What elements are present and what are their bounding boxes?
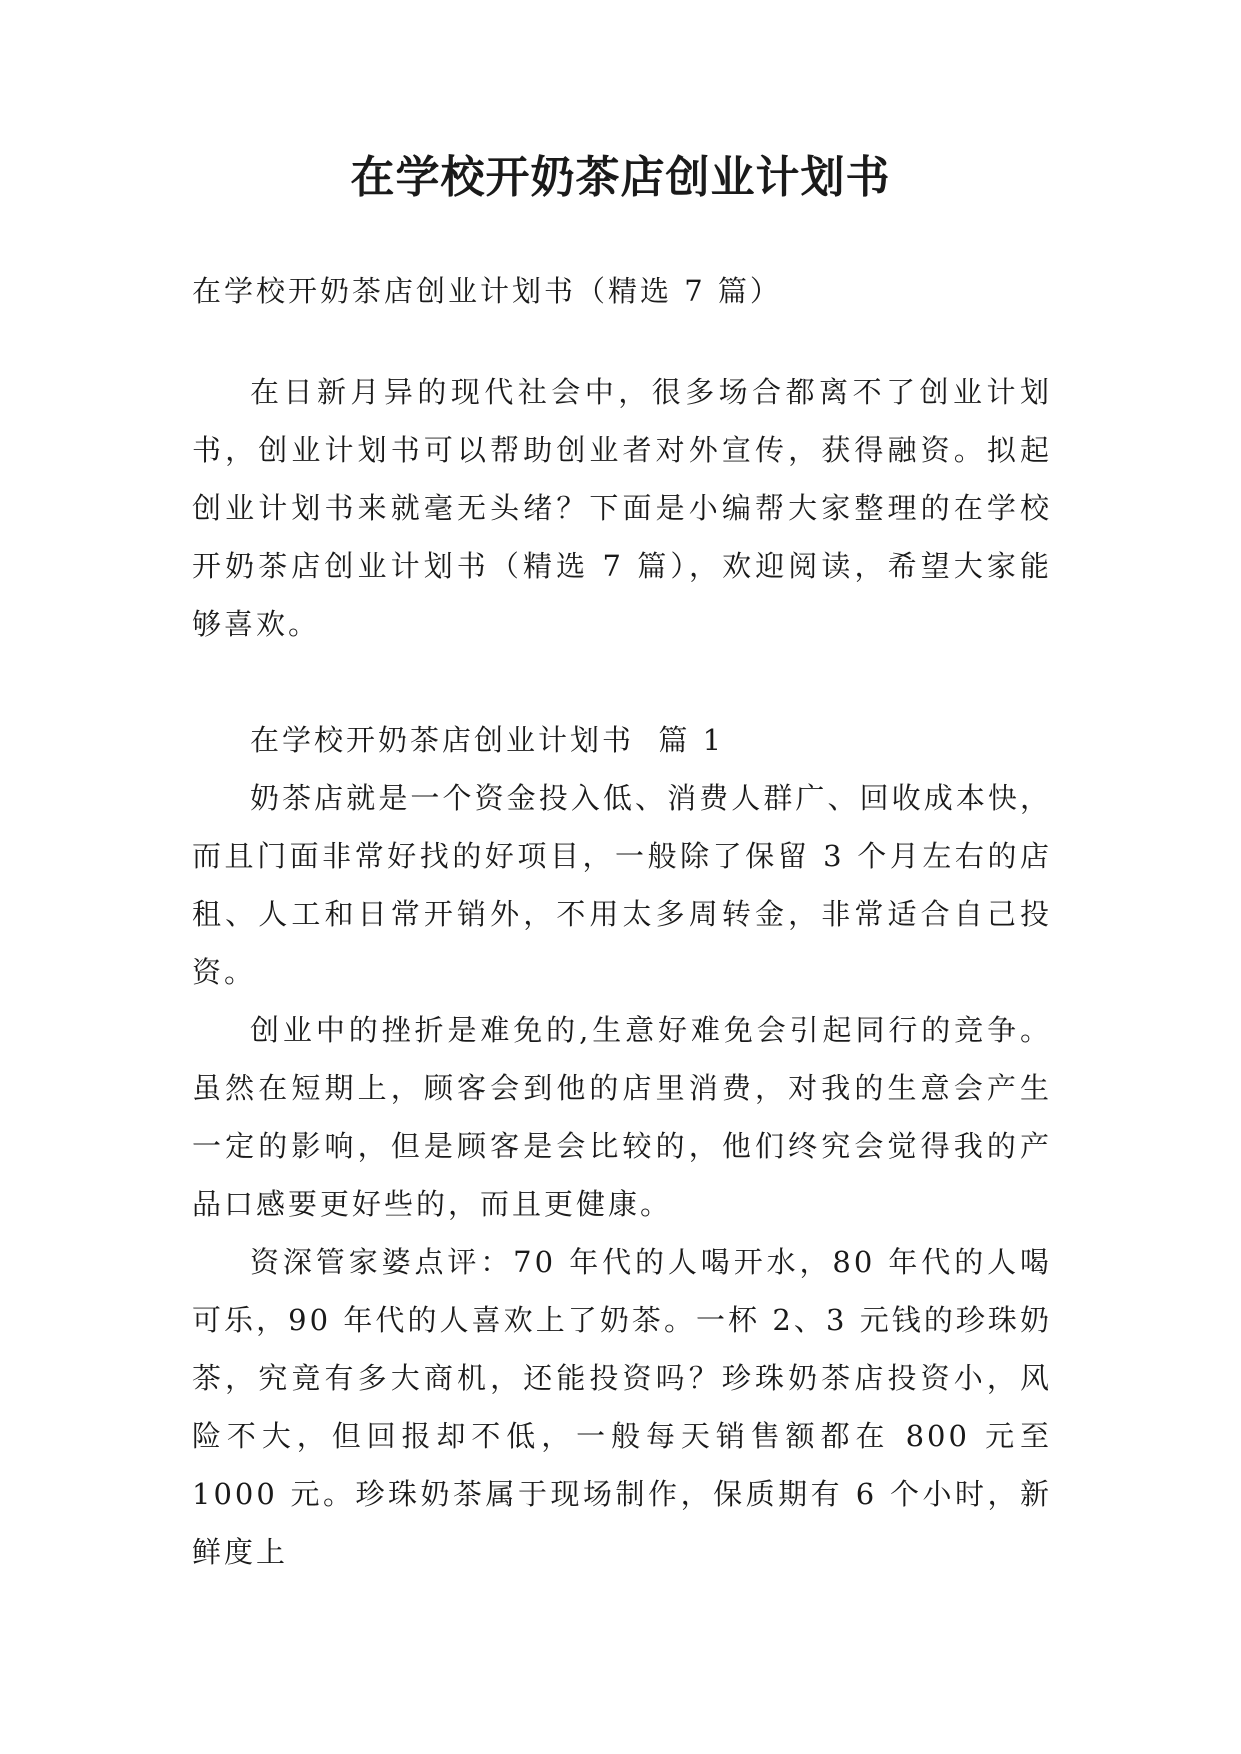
- document-body: [192, 262, 1052, 1581]
- body-paragraph: 创业中的挫折是难免的,生意好难免会引起同行的竞争。虽然在短期上，顾客会到他的店里消费，对我的生意会产生一定的影响，但是顾客是会比较的，他们终究会觉得我的产品口感要更好些的，而且更健康。: [192, 1013, 1052, 1221]
- body-paragraph: 奶茶店就是一个资金投入低、消费人群广、回收成本快，而且门面非常好找的好项目，一般除了保留 3 个月左右的店租、人工和日常开销外，不用太多周转金，非常适合自己投资。: [192, 781, 1052, 989]
- document-subtitle: 在学校开奶茶店创业计划书（精选 7 篇）: [192, 274, 782, 308]
- section-heading: 在学校开奶茶店创业计划书 篇 1: [250, 723, 725, 757]
- intro-paragraph: 在日新月异的现代社会中，很多场合都离不了创业计划书，创业计划书可以帮助创业者对外宣传，获得融资。拟起创业计划书来就毫无头绪？下面是小编帮大家整理的在学校开奶茶店创业计划书（精选 7 篇），欢迎阅读，希望大家能够喜欢。: [192, 375, 1052, 641]
- body-paragraph: 资深管家婆点评：70 年代的人喝开水，80 年代的人喝可乐，90 年代的人喜欢上了奶茶。一杯 2、3 元钱的珍珠奶茶，究竟有多大商机，还能投资吗？珍珠奶茶店投资小，风险不大，但回报却不低，一般每天销售额都在 800 元至 1000 元。珍珠奶茶属于现场制作，保质期有 6 个小时，新鲜度上: [192, 1245, 1052, 1569]
- document-title: 在学校开奶茶店创业计划书: [350, 152, 891, 203]
